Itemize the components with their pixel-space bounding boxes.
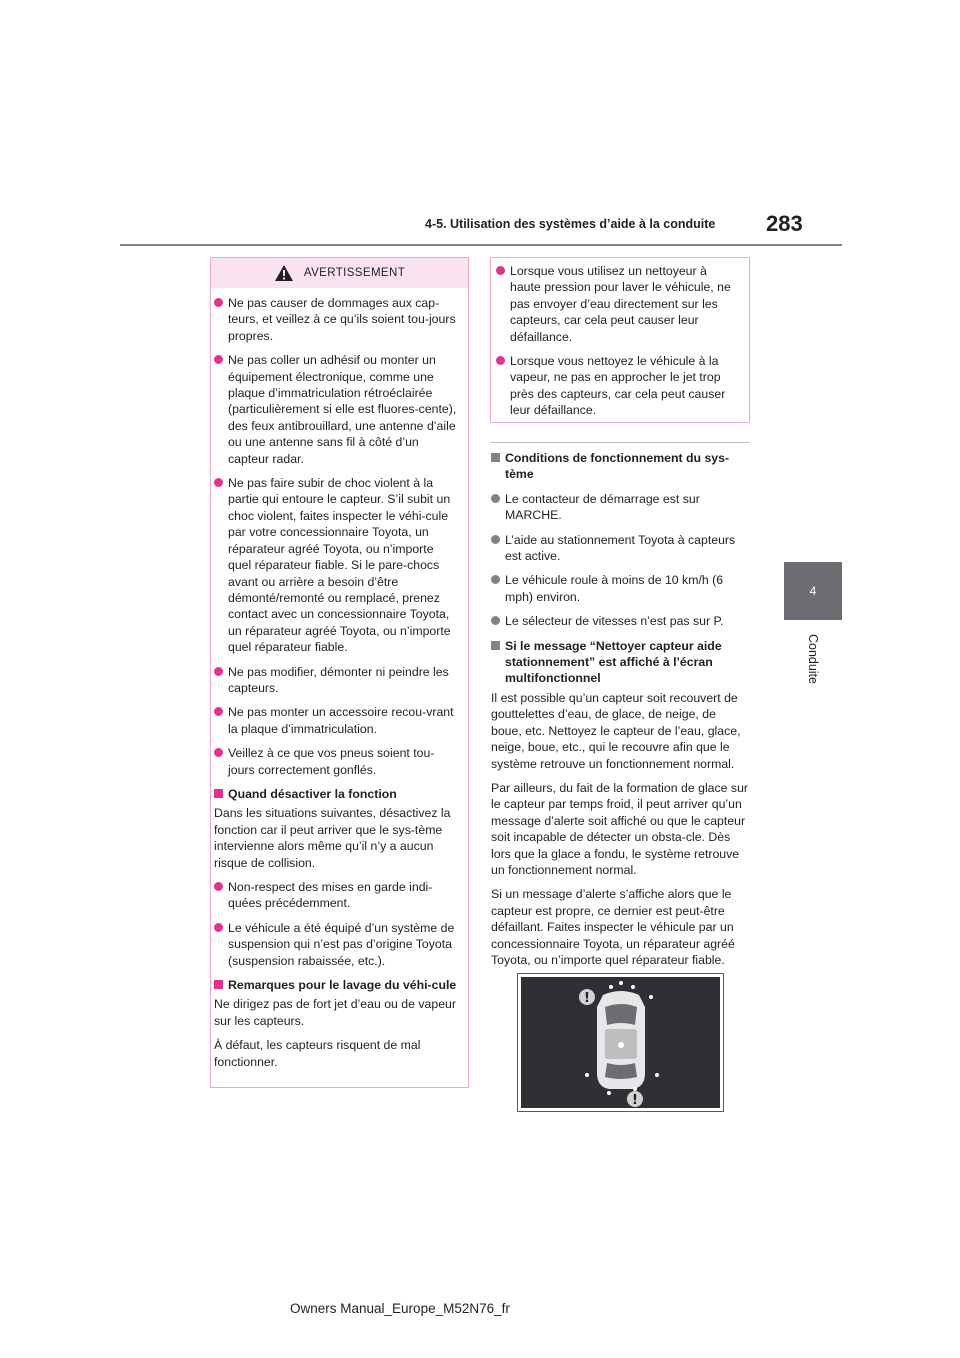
chapter-label-text: Conduite <box>806 633 820 685</box>
list-item: Le véhicule a été équipé d’un système de suspension qui n’est pas d’origine Toyota (suspension rabaissée, etc.). <box>214 920 459 969</box>
warning-mark: ! <box>632 1093 638 1108</box>
illustration-frame <box>517 973 724 1112</box>
warning-content-continued <box>496 263 736 427</box>
list-item: Le véhicule roule à moins de 10 km/h (6 mph) environ. <box>491 572 749 605</box>
subsection-title: Si le message “Nettoyer capteur aide stationnement” est affiché à l’écran multifonctionnel <box>491 638 749 687</box>
subsection-title: Conditions de fonctionnement du sys-tème <box>491 450 749 483</box>
warning-heading: AVERTISSEMENT <box>303 267 406 279</box>
footer-doc-id: Owners Manual_Europe_M52N76_fr <box>290 1301 510 1316</box>
section-divider <box>490 442 750 443</box>
chapter-number: 4 <box>809 584 817 598</box>
list-item: L’aide au stationnement Toyota à capteurs est active. <box>491 532 749 565</box>
list-item: Lorsque vous nettoyez le véhicule à la vapeur, ne pas en approcher le jet trop près des capteurs, car cela peut causer leur défaillance. <box>496 353 736 419</box>
list-item: Ne pas faire subir de choc violent à la partie qui entoure le capteur. S’il subit un choc violent, faites inspecter le véhi-cule par votre concessionnaire Toyota, un réparateur agréé Toyota, ou n’importe quel réparateur fiable. Si le pare-chocs avant ou arrière a besoin d’être démonté/remonté ou remplacé, prenez contact avec un concessionnaire Toyota, un réparateur agréé Toyota, ou n’importe quel réparateur fiable. <box>214 475 459 655</box>
list-item: Le contacteur de démarrage est sur MARCHE. <box>491 491 749 524</box>
right-column <box>491 450 749 976</box>
parking-sensor-display-icon <box>521 977 726 1114</box>
paragraph: Par ailleurs, du fait de la formation de glace sur le capteur par temps froid, il peut arriver qu’un message d’alerte soit affiché ou que le capteur soit incapable de détecter un obsta-cle. Dès lors que la glace a fondu, le système retrouve un fonctionnement normal. <box>491 780 749 877</box>
paragraph: Il est possible qu’un capteur soit recouvert de gouttelettes d’eau, de glace, de neige, de boue, etc. Nettoyez le capteur de l’eau, glace, neige, boue, etc., qui le recouvre afin que le système retrouve un fonctionnement normal. <box>491 690 741 771</box>
warning-content <box>214 295 459 1078</box>
chapter-tab[interactable] <box>784 562 842 620</box>
list-item: Veillez à ce que vos pneus soient tou-jours correctement gonflés. <box>214 745 459 778</box>
warning-box-continued <box>490 257 750 423</box>
paragraph: À défaut, les capteurs risquent de mal fonctionner. <box>214 1038 421 1069</box>
list-item: Le sélecteur de vitesses n’est pas sur P. <box>491 613 749 629</box>
header-divider <box>120 244 842 246</box>
warning-mark: ! <box>584 991 590 1006</box>
list-item: Lorsque vous utilisez un nettoyeur à haute pression pour laver le véhicule, ne pas envoyer d’eau directement sur les capteurs, car cela peut causer leur défaillance. <box>496 263 736 345</box>
warning-triangle-icon <box>274 264 294 282</box>
list-item: Ne pas coller un adhésif ou monter un équipement électronique, comme une plaque d’immatriculation rétroéclairée (particulièrement si elle est fluores-cente), des feux antibrouillard, une antenne d’aile ou une antenne sans fil à côté d’un capteur radar. <box>214 352 459 467</box>
list-item: Non-respect des mises en garde indi-quées précédemment. <box>214 879 459 912</box>
subsection-title: Quand désactiver la fonction <box>214 786 459 802</box>
warning-header <box>211 258 468 288</box>
list-item: Ne pas modifier, démonter ni peindre les capteurs. <box>214 664 459 697</box>
warning-box <box>210 257 469 1088</box>
list-item: Ne pas causer de dommages aux cap-teurs, et veillez à ce qu’ils soient tou-jours propres. <box>214 295 459 344</box>
subsection-title: Remarques pour le lavage du véhi-cule <box>214 977 459 993</box>
paragraph: Ne dirigez pas de fort jet d’eau ou de vapeur sur les capteurs. <box>214 997 456 1028</box>
page-number: 283 <box>766 211 803 236</box>
paragraph: Si un message d’alerte s’affiche alors que le capteur est propre, ce dernier est peut-être défaillant. Faites inspecter le véhicule par un concessionnaire Toyota, un réparateur agréé Toyota, ou n’importe quel réparateur fiable. <box>491 887 735 967</box>
paragraph: Dans les situations suivantes, désactivez la fonction car il peut arriver que le sys-tème intervienne alors même qu’il n’y a aucun risque de collision. <box>214 806 451 870</box>
section-title: 4-5. Utilisation des systèmes d’aide à la conduite <box>425 217 716 231</box>
list-item: Ne pas monter un accessoire recou-vrant la plaque d’immatriculation. <box>214 704 459 737</box>
